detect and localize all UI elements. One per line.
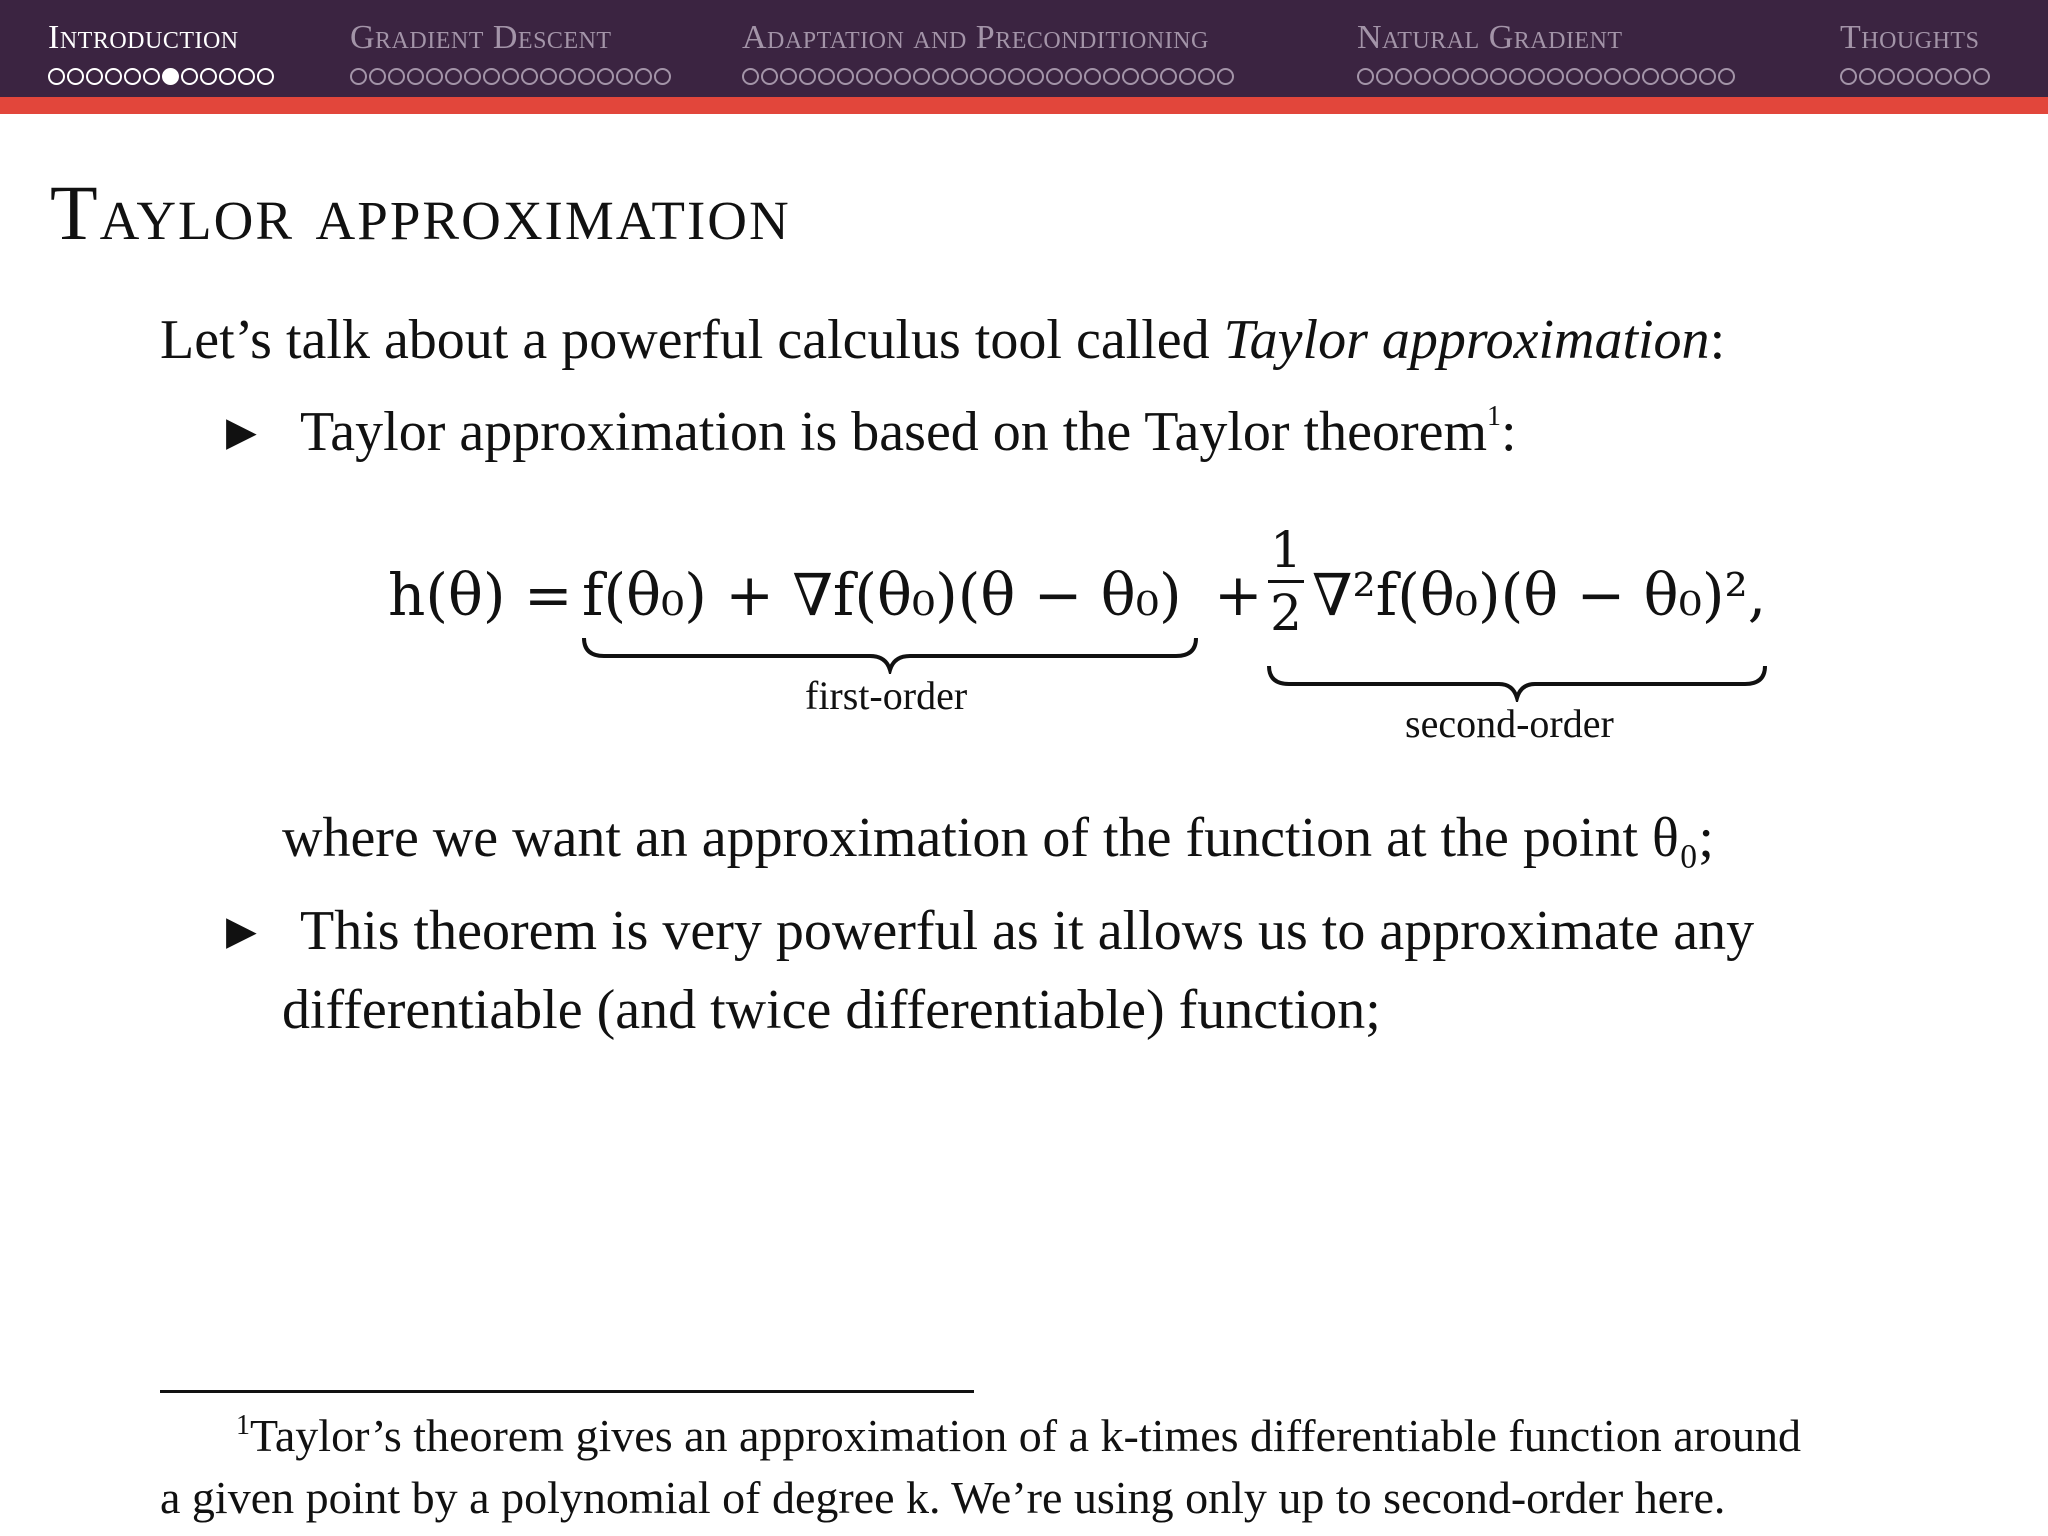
nav-section-gradient-descent[interactable] — [350, 18, 673, 88]
nav-section-adaptation-and-preconditioning[interactable] — [742, 18, 1236, 88]
slide-progress-dots — [48, 68, 276, 88]
triangle-bullet-icon: ▶ — [226, 409, 257, 454]
slide-progress-dots — [1840, 68, 1992, 88]
slide-progress-dots — [350, 68, 673, 88]
slide-dot[interactable] — [578, 68, 595, 85]
taylor-equation — [370, 522, 1800, 762]
slide-dot[interactable] — [1973, 68, 1990, 85]
slide-dot[interactable] — [894, 68, 911, 85]
slide-dot[interactable] — [1699, 68, 1716, 85]
slide-dot[interactable] — [388, 68, 405, 85]
slide-dot[interactable] — [200, 68, 217, 85]
slide-dot[interactable] — [1376, 68, 1393, 85]
intro-emphasis: Taylor approximation — [1223, 309, 1710, 371]
slide-dot[interactable] — [837, 68, 854, 85]
slide-dot[interactable] — [635, 68, 652, 85]
slide-dot[interactable] — [464, 68, 481, 85]
slide-dot[interactable] — [951, 68, 968, 85]
slide-dot[interactable] — [540, 68, 557, 85]
equation-lhs: h(θ) = — [388, 561, 573, 629]
slide-progress-dots — [742, 68, 1236, 88]
slide-dot[interactable] — [521, 68, 538, 85]
slide-dot[interactable] — [1103, 68, 1120, 85]
second-order-underbrace — [1265, 662, 1770, 702]
intro-sentence — [160, 305, 1725, 375]
slide-dot[interactable] — [181, 68, 198, 85]
nav-section-title: Natural Gradient — [1357, 19, 1623, 56]
slide-dot[interactable] — [970, 68, 987, 85]
slide-dot[interactable] — [219, 68, 236, 85]
nav-section-natural-gradient[interactable] — [1357, 18, 1737, 88]
slide-dot[interactable] — [742, 68, 759, 85]
slide-dot[interactable] — [1433, 68, 1450, 85]
slide-dot[interactable] — [1528, 68, 1545, 85]
nav-section-title: Gradient Descent — [350, 19, 612, 56]
slide-dot[interactable] — [1084, 68, 1101, 85]
footnote-divider — [160, 1390, 974, 1393]
slide-dot[interactable] — [86, 68, 103, 85]
slide-dot[interactable] — [616, 68, 633, 85]
slide-dot[interactable] — [350, 68, 367, 85]
slide-dot[interactable] — [105, 68, 122, 85]
slide-dot[interactable] — [1179, 68, 1196, 85]
slide-dot[interactable] — [1452, 68, 1469, 85]
slide-dot[interactable] — [1008, 68, 1025, 85]
slide-dot[interactable] — [1046, 68, 1063, 85]
bullet-item-taylor-theorem — [300, 397, 1517, 467]
fraction-bar — [1268, 580, 1304, 583]
slide-dot[interactable] — [1217, 68, 1234, 85]
slide-dot[interactable] — [1840, 68, 1857, 85]
slide-dot[interactable] — [989, 68, 1006, 85]
bullet-item-powerful-theorem-line2: differentiable (and twice differentiable) function; — [282, 979, 1381, 1041]
slide-dot[interactable] — [1547, 68, 1564, 85]
slide-dot[interactable] — [1954, 68, 1971, 85]
first-order-label: first-order — [805, 673, 968, 718]
slide-dot[interactable] — [1027, 68, 1044, 85]
slide-dot[interactable] — [818, 68, 835, 85]
equation-first-order-term: f(θ₀) + ∇f(θ₀)(θ − θ₀) — [582, 561, 1182, 629]
slide-dot[interactable] — [761, 68, 778, 85]
fraction-one-half — [1266, 522, 1306, 641]
slide-dot[interactable] — [1357, 68, 1374, 85]
slide-dot[interactable] — [1623, 68, 1640, 85]
slide-dot[interactable] — [1566, 68, 1583, 85]
nav-section-introduction[interactable] — [48, 18, 276, 88]
slide-dot[interactable] — [238, 68, 255, 85]
slide-dot[interactable] — [257, 68, 274, 85]
fraction-numerator: 1 — [1270, 521, 1302, 579]
slide-dot[interactable] — [67, 68, 84, 85]
slide-dot[interactable] — [1490, 68, 1507, 85]
bullet-suffix: : — [1501, 401, 1517, 463]
slide-dot[interactable] — [799, 68, 816, 85]
slide-dot[interactable] — [143, 68, 160, 85]
bullet-text: Taylor approximation is based on the Taylor theorem — [300, 401, 1488, 463]
slide-dot[interactable] — [1604, 68, 1621, 85]
slide-dot[interactable] — [502, 68, 519, 85]
where-explanation: where we want an approximation of the function at the point θ₀; — [282, 807, 1714, 869]
slide-dot[interactable] — [932, 68, 949, 85]
slide-dot[interactable] — [780, 68, 797, 85]
nav-section-title: Introduction — [48, 19, 239, 56]
nav-section-title: Adaptation and Preconditioning — [742, 19, 1209, 56]
slide-dot[interactable] — [597, 68, 614, 85]
slide-dot[interactable] — [1897, 68, 1914, 85]
slide-dot[interactable] — [1471, 68, 1488, 85]
slide-dot[interactable] — [1141, 68, 1158, 85]
slide-dot[interactable] — [1122, 68, 1139, 85]
slide-dot[interactable] — [1585, 68, 1602, 85]
slide-dot[interactable] — [1509, 68, 1526, 85]
slide-dot[interactable] — [1160, 68, 1177, 85]
triangle-bullet-icon: ▶ — [226, 908, 257, 953]
slide-dot[interactable] — [1661, 68, 1678, 85]
slide-dot[interactable] — [1859, 68, 1876, 85]
slide-dot[interactable] — [369, 68, 386, 85]
footnote-line1 — [236, 1406, 1801, 1466]
slide-dot[interactable] — [1718, 68, 1735, 85]
slide-dot[interactable] — [1916, 68, 1933, 85]
intro-text: Let’s talk about a powerful calculus tool called — [160, 309, 1224, 371]
slide-progress-dots — [1357, 68, 1737, 88]
equation-second-order-term: ∇²f(θ₀)(θ − θ₀)², — [1312, 561, 1767, 629]
slide-title: Taylor approximation — [50, 169, 791, 256]
footnote-reference[interactable]: 1 — [1487, 401, 1502, 432]
footnote-mark: 1 — [236, 1410, 250, 1441]
slide-dot[interactable] — [1680, 68, 1697, 85]
slide-dot[interactable] — [654, 68, 671, 85]
bullet-item-powerful-theorem-line1: This theorem is very powerful as it allows us to approximate any — [300, 900, 1755, 962]
slide-dot[interactable] — [1642, 68, 1659, 85]
slide-dot[interactable] — [1878, 68, 1895, 85]
header-accent-line — [0, 97, 2048, 114]
intro-suffix: : — [1709, 309, 1726, 371]
slide-dot[interactable] — [1414, 68, 1431, 85]
slide-dot[interactable] — [1065, 68, 1082, 85]
fraction-denominator: 2 — [1270, 584, 1302, 642]
footnote-text: Taylor’s theorem gives an approximation of a k-times differentiable function around — [250, 1410, 1801, 1461]
second-order-label: second-order — [1405, 701, 1614, 746]
slide-dot[interactable] — [1198, 68, 1215, 85]
section-navigation-bar — [0, 0, 2048, 97]
slide-dot[interactable] — [426, 68, 443, 85]
nav-section-thoughts[interactable] — [1840, 18, 1992, 88]
slide-dot[interactable] — [559, 68, 576, 85]
slide-dot[interactable] — [913, 68, 930, 85]
slide-dot[interactable] — [1395, 68, 1412, 85]
slide-dot[interactable] — [48, 68, 65, 85]
nav-section-title: Thoughts — [1840, 19, 1980, 56]
slide-dot[interactable] — [483, 68, 500, 85]
slide-dot[interactable] — [445, 68, 462, 85]
current-slide-dot[interactable] — [162, 68, 179, 85]
first-order-underbrace — [580, 634, 1200, 674]
slide-dot[interactable] — [1935, 68, 1952, 85]
footnote-line2: a given point by a polynomial of degree k. We’re using only up to second-order here. — [160, 1472, 1726, 1523]
slide-dot[interactable] — [124, 68, 141, 85]
slide-dot[interactable] — [856, 68, 873, 85]
slide-dot[interactable] — [875, 68, 892, 85]
slide-dot[interactable] — [407, 68, 424, 85]
equation-plus: + — [1214, 561, 1263, 629]
